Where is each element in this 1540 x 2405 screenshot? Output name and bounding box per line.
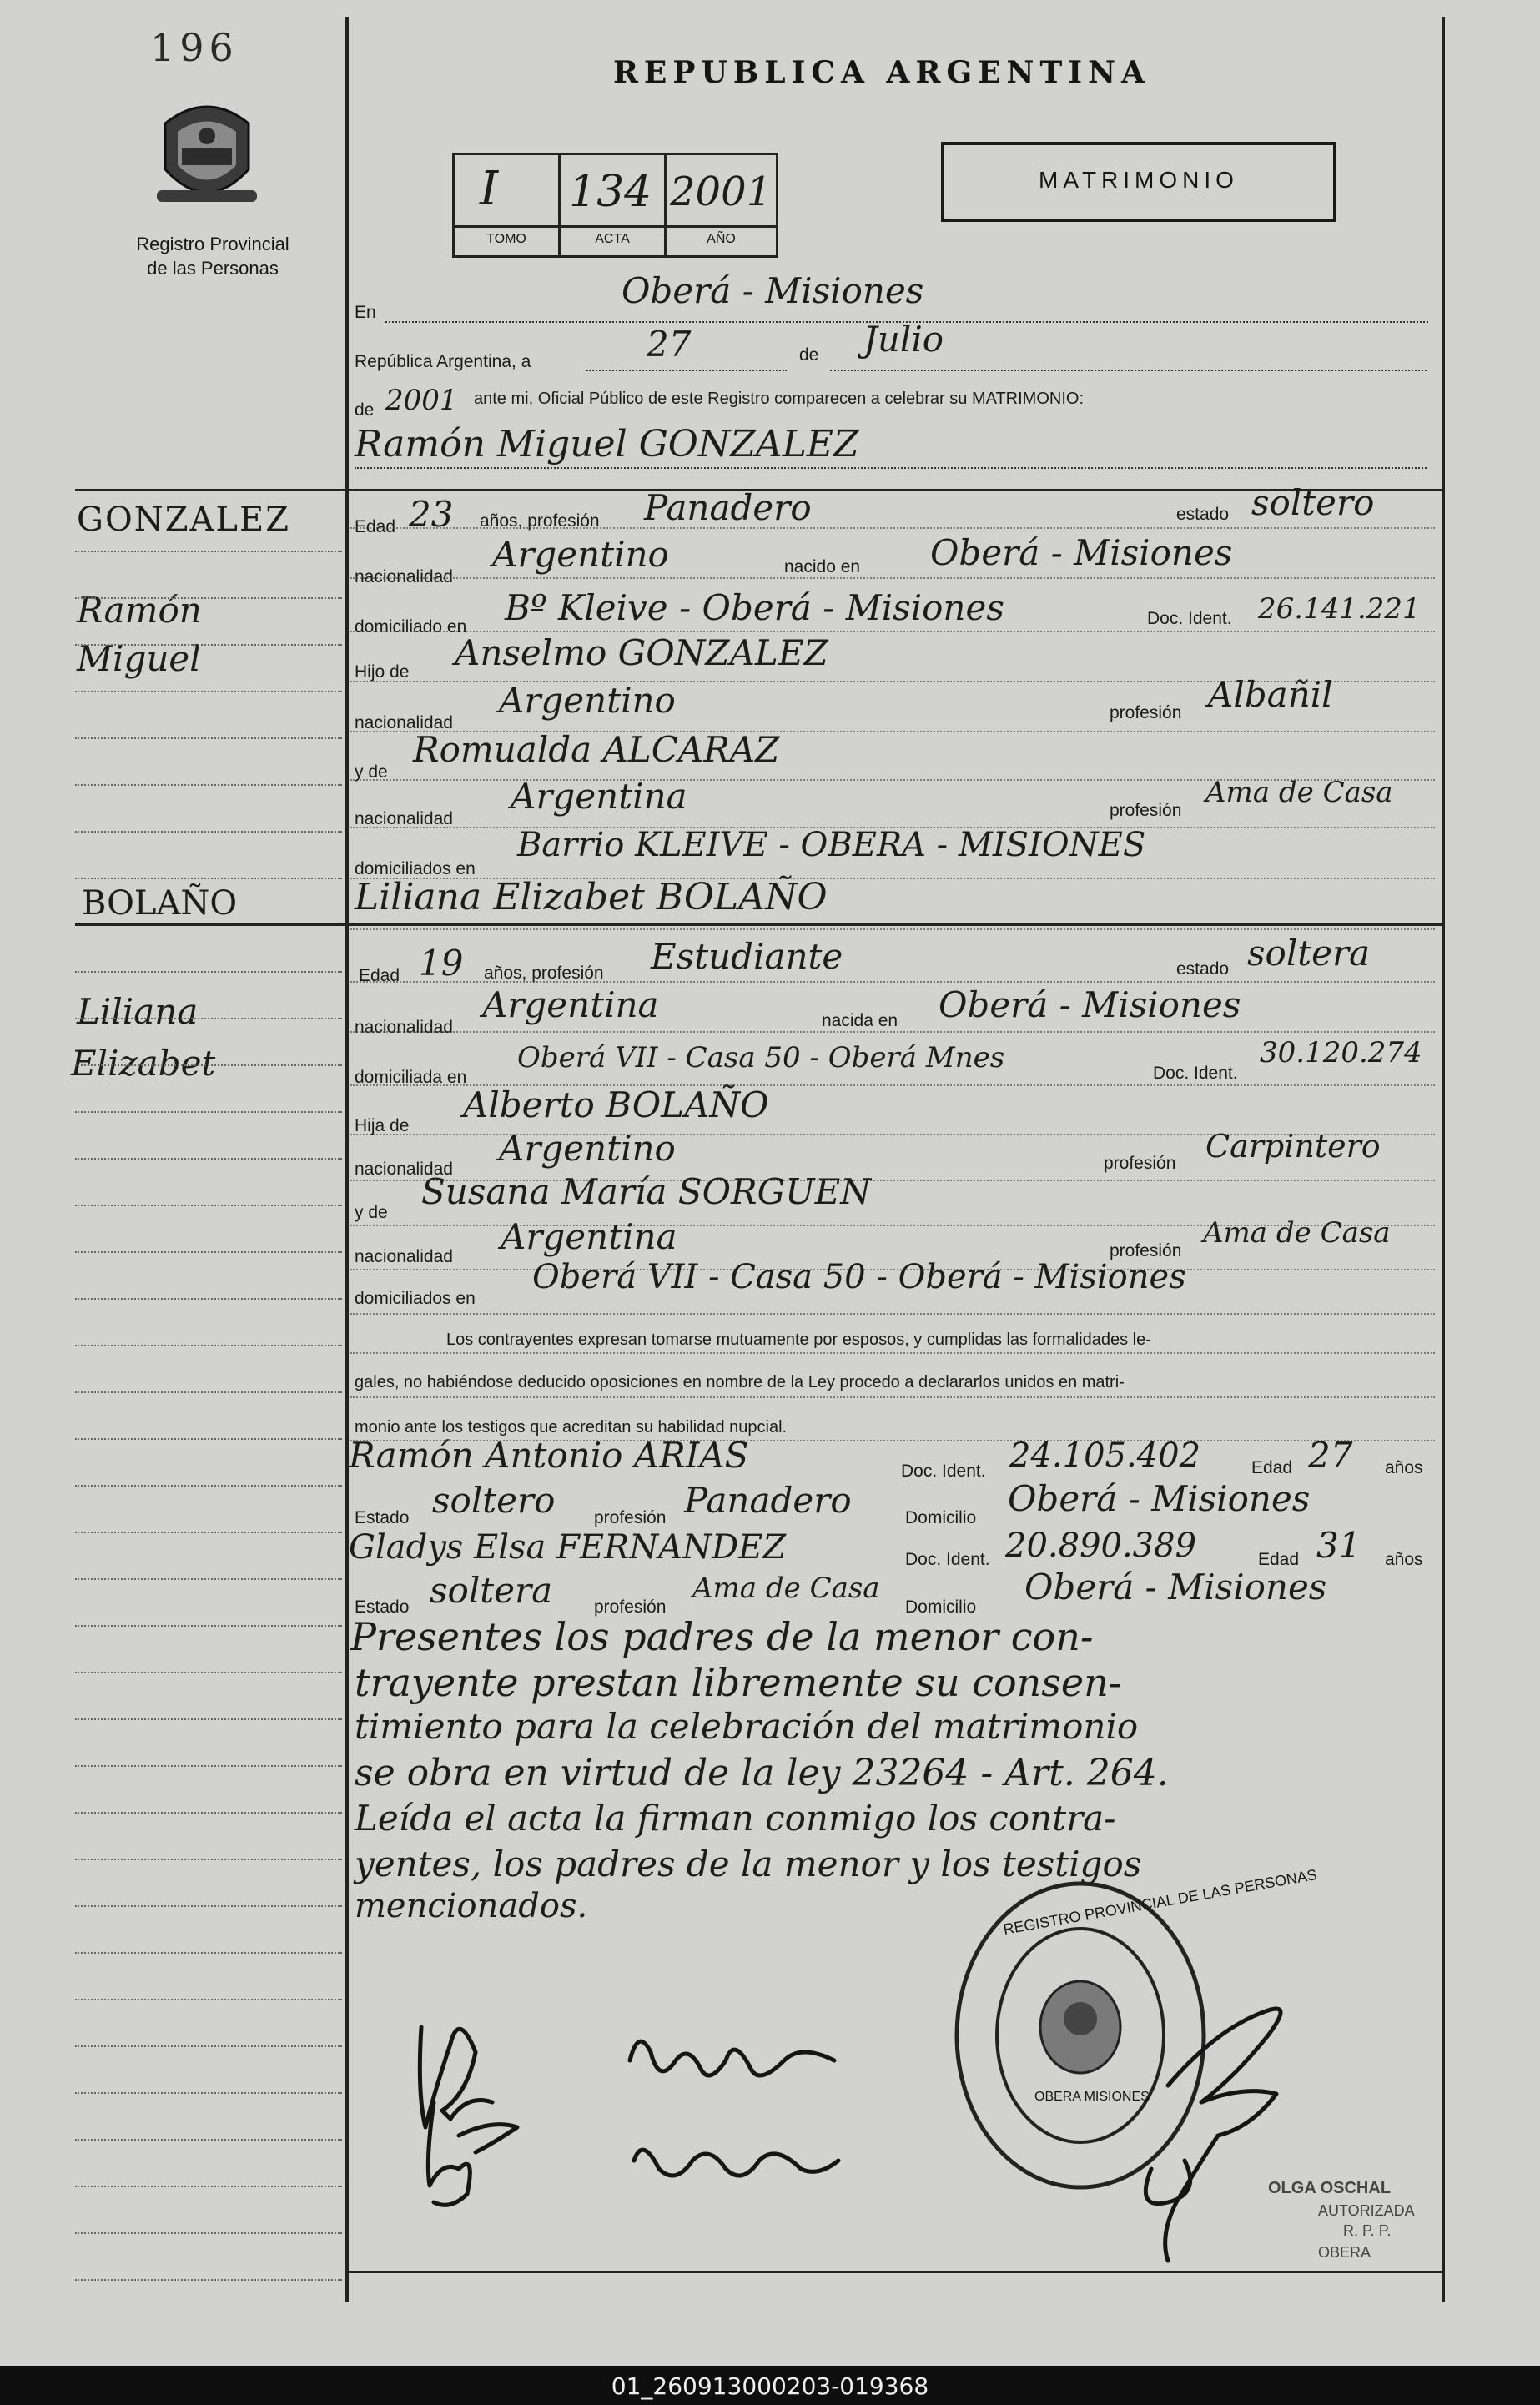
note-line-6: yentes, los padres de la menor y los testigos [355,1844,1142,1884]
margin-firstname-bride-2: Elizabet [71,1043,216,1084]
witness2-profession: Ama de Casa [692,1572,880,1605]
groom-profession: Panadero [644,487,812,528]
margin-rule-line [75,1625,342,1627]
form-rule-line [350,527,1435,529]
form-rule-line [350,1313,1435,1315]
bride-edad-label: Edad [359,966,400,985]
groom-father-nat-label: nacionalidad [355,713,453,732]
coat-of-arms-icon [148,90,265,224]
matrimonio-title: MATRIMONIO [1039,167,1239,193]
witness1-profession: Panadero [684,1480,852,1521]
bride-father-nat-label: nacionalidad [355,1160,453,1179]
month: Julio [863,319,944,360]
witness1-age: 27 [1308,1435,1353,1476]
form-rule-line [350,681,1435,682]
witness1-domicile: Oberá - Misiones [1008,1478,1311,1519]
groom-mother: Romualda ALCARAZ [413,729,780,770]
form-rule-line [350,827,1435,828]
bride-age: 19 [419,943,464,984]
margin-rule-line [75,971,342,973]
bride-profesion-label: años, profesión [484,964,604,983]
signatures [400,1994,1460,2294]
bride-nacida-label: nacida en [822,1011,898,1030]
place: Oberá - Misiones [622,270,924,311]
bride-estado-label: estado [1176,959,1230,979]
note-line-2: trayente prestan libremente su consen- [355,1660,1122,1705]
margin-rule-line [75,551,342,552]
tomo-label: TOMO [486,232,526,246]
margin-rule-line [75,2186,342,2187]
margin-rule-line [75,1532,342,1533]
bride-parents-dom-label: domiciliados en [355,1289,476,1308]
groom-name: Ramón Miguel GONZALEZ [355,423,859,465]
margin-rule-line [75,2139,342,2141]
groom-nacionalidad-label: nacionalidad [355,567,453,586]
margin-rule-line [75,597,342,599]
bride-birthplace: Oberá - Misiones [939,984,1241,1025]
bride-parents-dom: Oberá VII - Casa 50 - Oberá - Misiones [532,1258,1186,1296]
groom-domicilio-label: domiciliado en [355,617,467,636]
groom-age: 23 [409,494,454,535]
margin-rule-line [75,1438,342,1440]
form-rule-line [350,1031,1435,1033]
margin-rule-line [75,1578,342,1580]
groom-edad-label: Edad [355,517,396,536]
republica-label: República Argentina, a [355,352,531,371]
margin-rule-line [75,1018,342,1019]
bride-domicilio-label: domiciliada en [355,1068,467,1087]
witness1-anos-label: años [1385,1458,1423,1477]
bride-estado: soltera [1247,933,1371,974]
official-stamp-line-3: R. P. P. [1343,2222,1392,2239]
margin-surname-bride: BOLAÑO [82,884,238,923]
bride-mother-prof-label: profesión [1110,1241,1182,1260]
ante-text: ante mi, Oficial Público de este Registro comparecen a celebrar su MATRIMONIO: [474,390,1085,408]
form-rule-line [350,1269,1435,1270]
margin-rule-line [75,2092,342,2094]
footer-id: 01_260913000203-019368 [611,2372,929,2400]
form-rule-line [350,1225,1435,1226]
groom-mother-prof-label: profesión [1110,801,1182,820]
form-rule-line [350,981,1435,983]
groom-mother-nat-label: nacionalidad [355,809,453,828]
groom-mother-prof: Ama de Casa [1205,776,1393,809]
bride-nationality: Argentina [482,984,659,1025]
groom-father-prof-label: profesión [1110,703,1182,722]
margin-rule-line [75,1672,342,1673]
declaration-line-1: Los contrayentes expresan tomarse mutuamente por esposos, y cumplidas las formalidades le- [446,1331,1151,1349]
margin-rule-line [75,1952,342,1954]
note-line-1: Presentes los padres de la menor con- [350,1614,1094,1659]
margin-rule-line [75,691,342,692]
seal-ring-text: REGISTRO PROVINCIAL DE LAS PERSONAS [1002,1866,1319,1938]
margin-rule-line [75,1999,342,2000]
groom-estado: soltero [1251,482,1375,523]
witness2-estado-label: Estado [355,1597,410,1617]
acta-label: ACTA [595,232,630,246]
margin-firstname-groom-1: Ramón [77,590,202,631]
year-label: AÑO [707,232,736,246]
declaration-line-3: monio ante los testigos que acreditan su habilidad nupcial. [355,1418,788,1436]
bride-father-nat: Argentino [499,1128,676,1169]
form-rule-line [350,1134,1435,1135]
witness1-doc: 24.105.402 [1009,1436,1201,1475]
groom-birthplace: Oberá - Misiones [930,532,1233,573]
margin-rule-line [75,1111,342,1113]
margin-rule-line [75,1064,342,1066]
bride-mother-label: y de [355,1203,388,1222]
bride-mother-nat-label: nacionalidad [355,1247,453,1266]
declaration-line-2: gales, no habiéndose deducido oposiciones en nombre de la Ley procedo a declararlos unidos en matri- [355,1373,1125,1391]
margin-rule-line [75,1391,342,1393]
witness1-domicilio-label: Domicilio [905,1508,977,1527]
margin-rule-line [75,878,342,879]
witness2-doc: 20.890.389 [1005,1527,1197,1565]
groom-parents-dom-label: domiciliados en [355,859,476,878]
form-rule-line [350,1084,1435,1086]
margin-rule-line [75,2232,342,2234]
form-rule-line [350,577,1435,579]
margin-surname-groom: GONZALEZ [77,501,290,539]
margin-rule-line [75,1298,342,1300]
form-rule-line [350,1440,1435,1441]
bride-father-label: Hija de [355,1116,410,1135]
witness2-edad-label: Edad [1258,1550,1300,1569]
margin-rule-line [75,1765,342,1767]
margin-rule-line [75,644,342,646]
groom-mother-nat: Argentina [511,776,687,817]
witness1-edad-label: Edad [1251,1458,1293,1477]
official-stamp-line-4: OBERA [1318,2244,1371,2261]
form-rule-line [350,631,1435,632]
bride-profession: Estudiante [651,936,843,977]
margin-rule-line [75,1485,342,1487]
frame-left-line [345,17,349,2302]
groom-bride-divider [75,923,1445,926]
year-value: 2001 [670,169,773,215]
seal-inner-text: OBERA MISIONES [1034,2090,1150,2104]
tomo-value: I [480,162,499,216]
margin-rule-line [75,1158,342,1160]
groom-parents-dom: Barrio KLEIVE - OBERA - MISIONES [517,826,1146,864]
country-title: REPUBLICA ARGENTINA [613,55,1150,90]
bride-mother-nat: Argentina [501,1216,677,1257]
witness1-doc-label: Doc. Ident. [901,1462,986,1481]
day: 27 [647,324,692,365]
witness1-estado-label: Estado [355,1508,410,1527]
groom-father-label: Hijo de [355,662,410,682]
witness2-doc-label: Doc. Ident. [905,1550,990,1569]
scan-footer [0,2366,1540,2405]
bride-name: Liliana Elizabet BOLAÑO [355,876,828,918]
form-rule-line [350,878,1435,879]
groom-father-prof: Albañil [1208,674,1333,715]
page-number: 196 [150,25,239,70]
acta-value: 134 [569,167,652,217]
year-prefix: de [355,400,375,420]
groom-nationality: Argentino [492,534,669,575]
form-rule-line [350,1180,1435,1181]
registry-name: Registro Provincial de las Personas [136,234,289,279]
frame-right-line [1442,17,1445,2302]
note-line-7: mencionados. [355,1887,588,1925]
margin-rule-line [75,784,342,786]
margin-rule-line [75,1718,342,1720]
margin-rule-line [75,1812,342,1814]
note-line-5: Leída el acta la firman conmigo los contra- [355,1798,1116,1839]
witness2-profesion-label: profesión [594,1597,667,1617]
witness2-domicile: Oberá - Misiones [1024,1567,1327,1608]
margin-rule-line [75,831,342,833]
groom-nacido-label: nacido en [784,557,861,576]
margin-rule-line [75,1345,342,1346]
margin-rule-line [75,737,342,739]
witness2-anos-label: años [1385,1550,1423,1569]
en-label: En [355,303,376,322]
form-rule-line [350,1352,1435,1354]
form-rule-line [350,928,1435,930]
margin-rule-line [75,1205,342,1206]
bride-mother: Susana María SORGUEN [421,1171,871,1212]
margin-rule-line [75,1905,342,1907]
matrimonio-box [941,142,1336,222]
bride-father: Alberto BOLAÑO [463,1084,769,1125]
witness1-estado: soltero [432,1480,556,1521]
witness2-estado: soltera [430,1570,553,1611]
groom-mother-label: y de [355,762,388,782]
groom-doc-label: Doc. Ident. [1147,609,1232,628]
note-line-4: se obra en virtud de la ley 23264 - Art. 264. [355,1752,1169,1794]
groom-profesion-label: años, profesión [480,511,600,531]
note-line-3: timiento para la celebración del matrimonio [355,1706,1139,1747]
groom-father: Anselmo GONZALEZ [455,632,828,673]
witness2-name: Gladys Elsa FERNANDEZ [349,1528,787,1567]
margin-rule-line [75,2279,342,2281]
form-rule-line [350,779,1435,781]
record-number-box [452,153,778,258]
groom-estado-label: estado [1176,505,1230,524]
year: 2001 [385,384,458,417]
official-stamp-line-2: AUTORIZADA [1318,2202,1415,2219]
official-stamp-line-1: OLGA OSCHAL [1268,2179,1392,2197]
form-rule-line [350,731,1435,732]
margin-rule-line [75,1251,342,1253]
bride-doc-label: Doc. Ident. [1153,1064,1238,1083]
margin-rule-line [75,1859,342,1860]
margin-firstname-bride-1: Liliana [77,991,199,1032]
de-label: de [799,345,819,365]
witness1-profesion-label: profesión [594,1508,667,1527]
groom-father-nat: Argentino [499,680,676,721]
groom-address: Bº Kleive - Oberá - Misiones [505,587,1004,628]
bride-doc: 30.120.274 [1260,1036,1422,1069]
bride-mother-prof: Ama de Casa [1203,1216,1391,1250]
form-rule-line [350,1396,1435,1398]
bride-address: Oberá VII - Casa 50 - Oberá Mnes [517,1041,1005,1074]
groom-doc: 26.141.221 [1258,592,1421,626]
witness2-age: 31 [1316,1525,1361,1566]
witness1-name: Ramón Antonio ARIAS [349,1435,749,1476]
witness2-domicilio-label: Domicilio [905,1597,977,1617]
bride-father-prof: Carpintero [1205,1128,1381,1165]
margin-rule-line [75,2045,342,2047]
bride-father-prof-label: profesión [1104,1154,1176,1173]
margin-firstname-groom-2: Miguel [77,638,201,679]
bride-nacionalidad-label: nacionalidad [355,1018,453,1037]
